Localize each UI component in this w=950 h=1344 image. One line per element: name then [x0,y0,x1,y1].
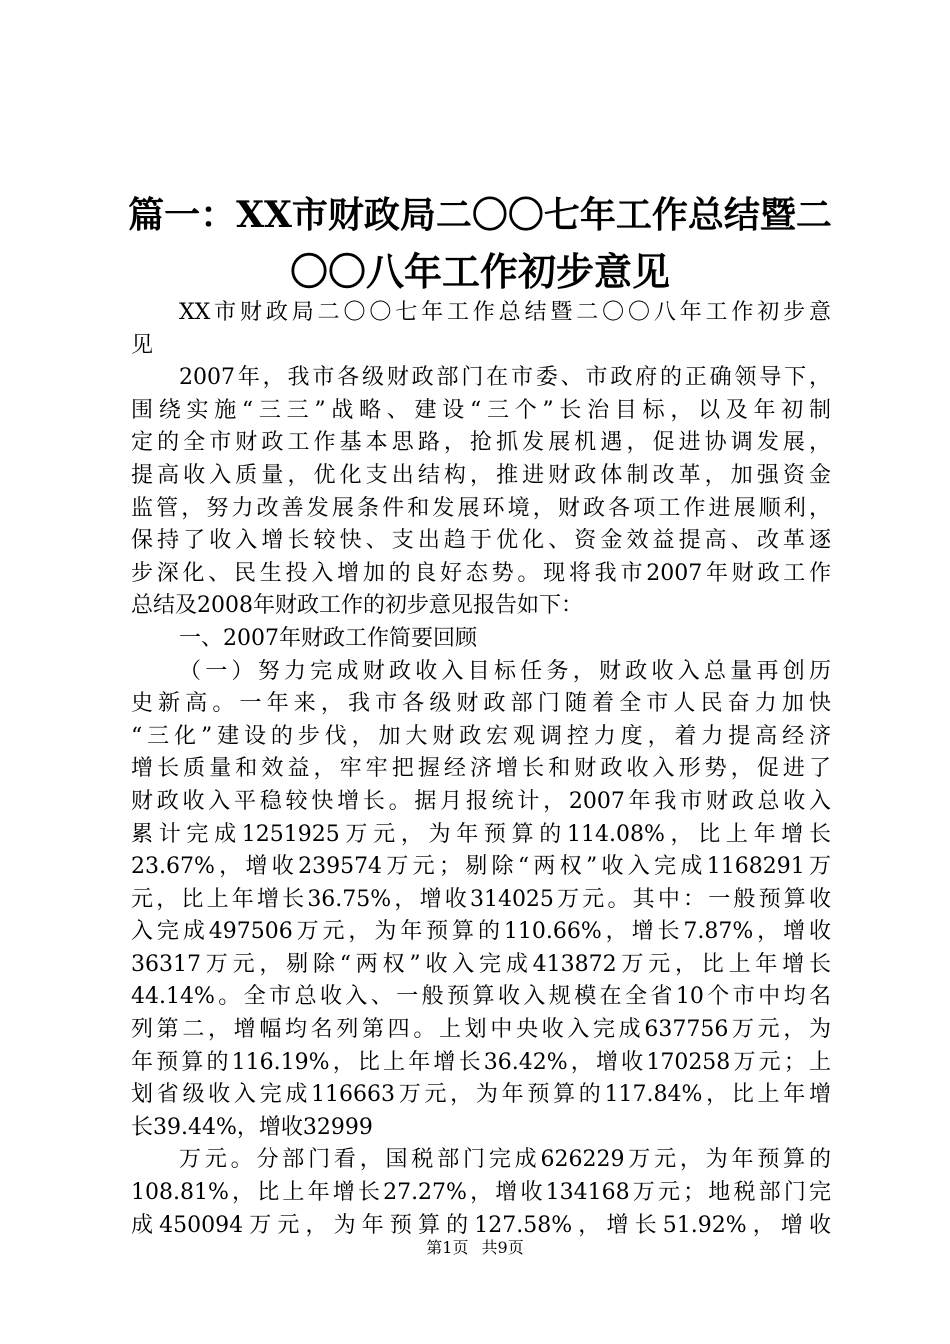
body-line: 步深化、民生投入增加的良好态势。现将我市2007年财政工作 [131,560,831,586]
body-line: 23.67%，增收239574万元；剔除“两权”收入完成1168291万 [131,854,831,880]
body-line: 史新高。一年来，我市各级财政部门随着全市人民奋力加快 [131,691,831,717]
body-line: 元，比上年增长36.75%，增收314025万元。其中：一般预算收 [131,886,831,912]
body-line: 见 [131,332,154,358]
document-body [131,297,831,1242]
document-title-line-2: 〇〇八年工作初步意见 [289,249,670,294]
body-line: 累计完成1251925万元，为年预算的114.08%，比上年增长 [131,821,831,847]
body-line: 44.14%。全市总收入、一般预算收入规模在全省10个市中均名 [131,984,831,1010]
page-number: 第1页 [426,1238,469,1257]
body-line: “三化”建设的步伐，加大财政宏观调控力度，着力提高经济 [131,723,831,749]
body-line: 年预算的116.19%，比上年增长36.42%，增收170258万元；上 [131,1049,831,1075]
page-total: 共9页 [481,1238,524,1257]
body-line: 定的全市财政工作基本思路，抢抓发展机遇，促进协调发展， [131,430,831,456]
body-line: 监管，努力改善发展条件和发展环境，财政各项工作进展顺利， [131,495,831,521]
body-line: 划省级收入完成116663万元，为年预算的117.84%，比上年增 [131,1082,831,1108]
body-line: XX市财政局二〇〇七年工作总结暨二〇〇八年工作初步意 [179,300,831,325]
body-line: 财政收入平稳较快增长。据月报统计，2007年我市财政总收入 [131,788,831,814]
document-title-line-1: 篇一：XX市财政局二〇〇七年工作总结暨二 [128,194,832,236]
body-line: 36317万元，剔除“两权”收入完成413872万元，比上年增长 [131,951,831,977]
page-footer [0,1238,950,1258]
body-line: 成450094万元，为年预算的127.58%，增长51.92%，增收 [131,1212,831,1238]
body-line: 总结及2008年财政工作的初步意见报告如下： [131,593,583,619]
body-line: 入完成497506万元，为年预算的110.66%，增长7.87%，增收 [131,919,831,945]
body-line: 2007年，我市各级财政部门在市委、市政府的正确领导下， [179,365,831,391]
body-line: 保持了收入增长较快、支出趋于优化、资金效益提高、改革逐 [131,528,831,554]
body-line: 列第二，增幅均名列第四。上划中央收入完成637756万元，为 [131,1017,831,1043]
body-line: 108.81%，比上年增长27.27%，增收134168万元；地税部门完 [131,1180,831,1206]
body-line: 长39.44%，增收32999 [131,1114,373,1140]
body-line: （一）努力完成财政收入目标任务，财政收入总量再创历 [179,658,831,684]
body-line: 提高收入质量，优化支出结构，推进财政体制改革，加强资金 [131,462,831,488]
body-line: 增长质量和效益，牢牢把握经济增长和财政收入形势，促进了 [131,756,831,782]
body-line: 万元。分部门看，国税部门完成626229万元，为年预算的 [179,1147,831,1173]
body-line: 围绕实施“三三”战略、建设“三个”长治目标，以及年初制 [131,397,831,423]
body-line: 一、2007年财政工作简要回顾 [179,625,477,651]
